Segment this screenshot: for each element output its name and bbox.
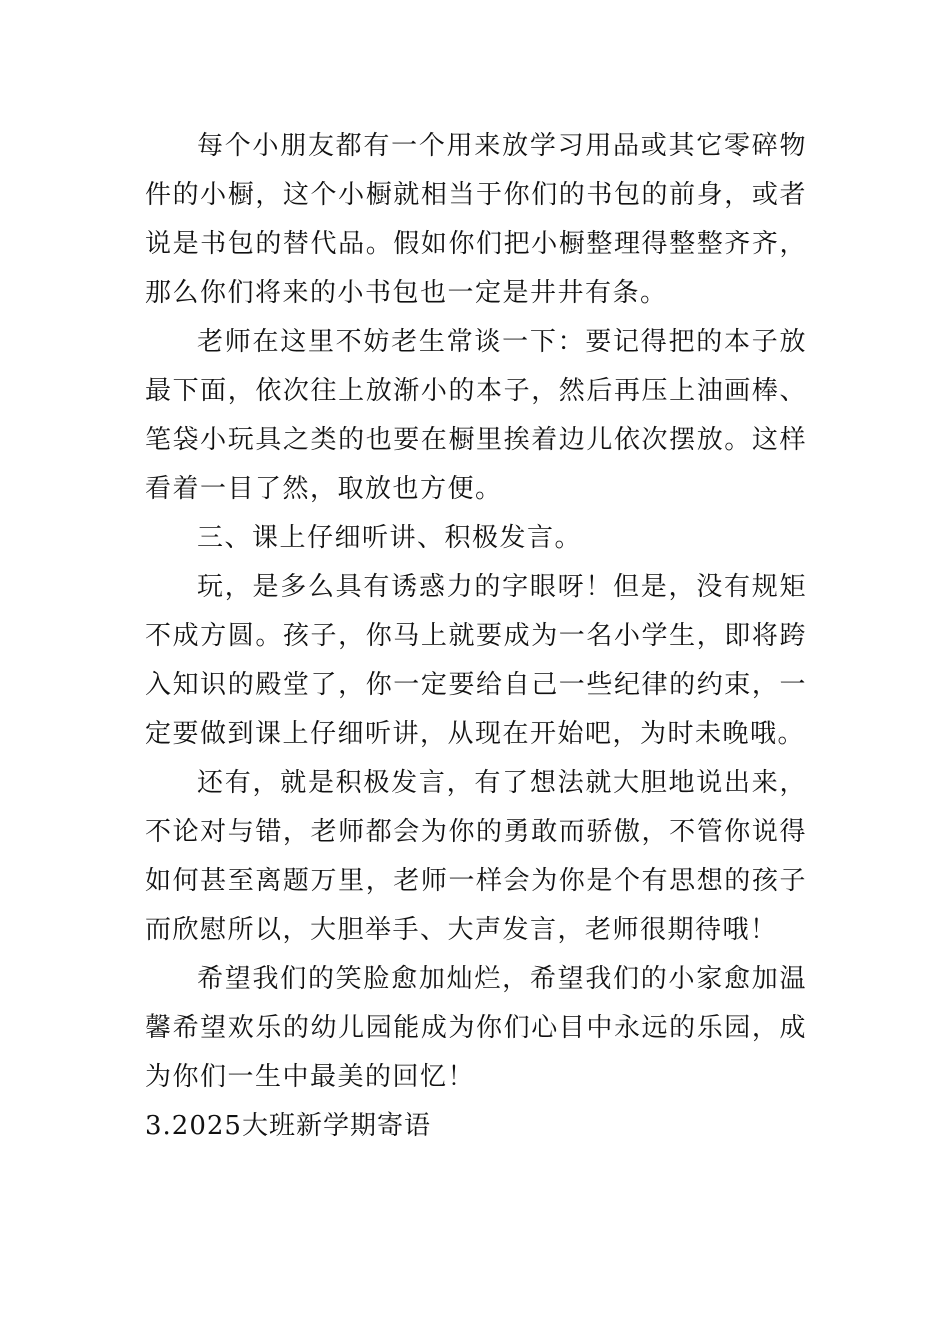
paragraph-notebooks: 老师在这里不妨老生常谈一下：要记得把的本子放最下面，依次往上放渐小的本子，然后再压上油画棒、笔袋小玩具之类的也要在橱里挨着边儿依次摆放。这样看着一目了然，取放也方便。	[145, 327, 807, 504]
section-heading: 3.2025大班新学期寄语	[145, 1111, 431, 1141]
paragraph-wishes: 希望我们的笑脸愈加灿烂，希望我们的小家愈加温馨希望欢乐的幼儿园能成为你们心目中永远的乐园，成为你们一生中最美的回忆！	[145, 964, 807, 1092]
paragraph-speak-up: 还有，就是积极发言，有了想法就大胆地说出来，不论对与错，老师都会为你的勇敢而骄傲，不管你说得如何甚至离题万里，老师一样会为你是个有思想的孩子而欣慰所以，大胆举手、大声发言，老师很期待哦！	[145, 768, 807, 945]
paragraph-section-three: 三、课上仔细听讲、积极发言。	[197, 523, 583, 553]
document-body	[145, 122, 807, 1151]
paragraph-play: 玩，是多么具有诱惑力的字眼呀！但是，没有规矩不成方圆。孩子，你马上就要成为一名小学生，即将跨入知识的殿堂了，你一定要给自己一些纪律的约束，一定要做到课上仔细听讲，从现在开始吧，为时未晚哦。	[145, 572, 807, 749]
paragraph-cubby: 每个小朋友都有一个用来放学习用品或其它零碎物件的小橱，这个小橱就相当于你们的书包的前身，或者说是书包的替代品。假如你们把小橱整理得整整齐齐，那么你们将来的小书包也一定是井井有条。	[145, 131, 807, 308]
